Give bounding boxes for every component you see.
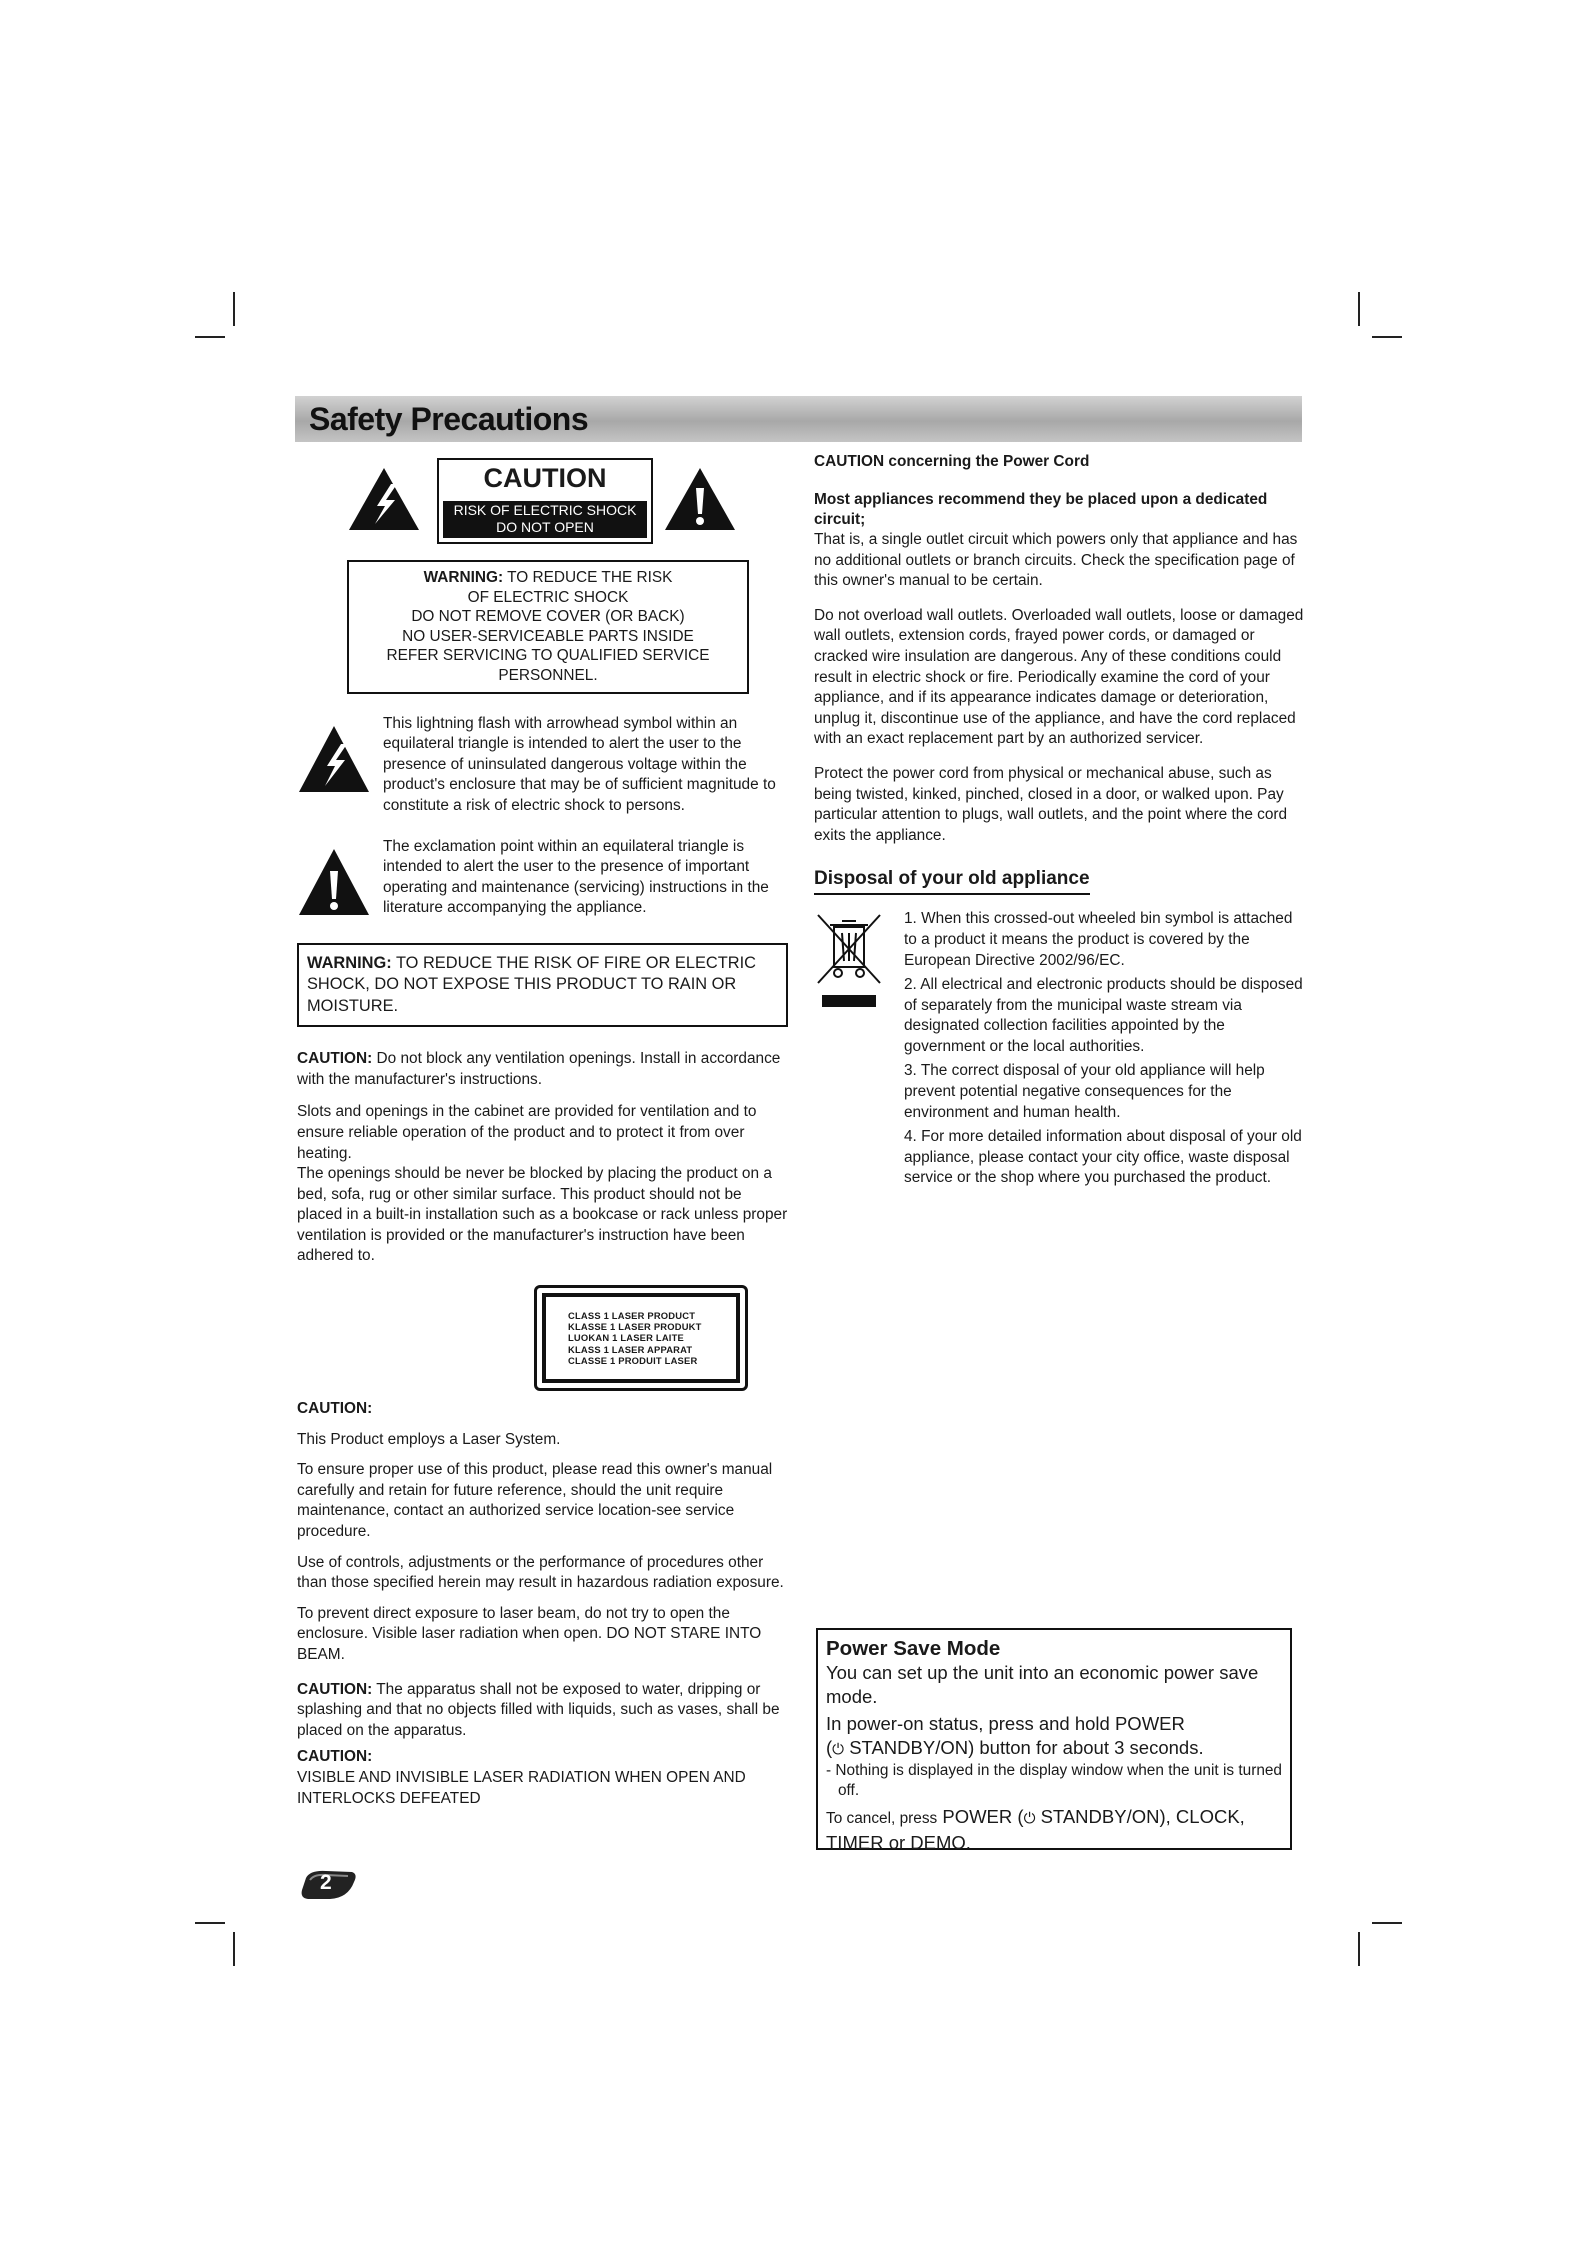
laser-product-label [534, 1285, 748, 1391]
crop-mark [233, 1932, 235, 1966]
caution-label [437, 458, 653, 544]
power-cord-p2: Do not overload wall outlets. Overloaded wall outlets, loose or damaged wall outlets, extension cords, frayed power cords, or damaged or cracked wire insulation are dangerous. Any of these conditions could result in electric shock or fire. Periodically examine the cord of your appliance, and if its appearance indicates damage or deterioration, unplug it, discontinue use of the appliance, and have the cord replaced with an exact replacement part by an authorized servicer. [814, 606, 1304, 748]
exclamation-description: The exclamation point within an equilateral triangle is intended to alert the user to the presence of important operating and maintenance (servicing) instructions in the literature accompanying the appliance. [383, 837, 769, 917]
power-cord-heading: CAUTION concerning the Power Cord [814, 453, 1090, 470]
power-save-mode-box [816, 1628, 1292, 1853]
water-caution-text: The apparatus shall not be exposed to water, dripping or splashing and that no objects filled with liquids, such as vases, shall be placed on the apparatus. [297, 1680, 780, 1739]
lightning-description: This lightning flash with arrowhead symbol within an equilateral triangle is intended to alert the user to the presence of uninsulated dangerous voltage within the product's enclosure that may be of sufficient magnitude to constitute a risk of electric shock to persons. [383, 714, 776, 814]
openings-text: The openings should be never be blocked by placing the product on a bed, sofa, rug or other similar surface. This product should not be placed in a built-in installation such as a bookcase or rack unless proper ventilation is provided or the manufacturer's instruction have been adhered to. [297, 1165, 788, 1265]
crop-mark [195, 1922, 225, 1924]
crossed-bin-icon [814, 911, 884, 1011]
caution-line-1: RISK OF ELECTRIC SHOCK [453, 502, 637, 518]
disposal-heading: Disposal of your old appliance [814, 866, 1090, 895]
water-caution [297, 1680, 789, 1742]
exclamation-triangle-icon [663, 466, 737, 532]
crop-mark [195, 336, 225, 338]
crop-mark [233, 292, 235, 326]
power-cord-p1: That is, a single outlet circuit which powers only that appliance and has no additional outlets or branch circuits. Check the specification page of this owner's manual to be certain. [814, 531, 1298, 590]
right-column [814, 452, 1304, 1193]
warning-line-2: OF ELECTRIC SHOCK [467, 588, 629, 606]
power-save-note: - Nothing is displayed in the display window when the unit is turned off. [826, 1762, 1282, 1800]
water-caution-label: CAUTION: [297, 1680, 373, 1698]
power-save-p1: You can set up the unit into an economic power save mode. [826, 1662, 1259, 1707]
laser-label-line: CLASSE 1 PRODUIT LASER [568, 1355, 698, 1366]
laser-label-line: LUOKAN 1 LASER LAITE [568, 1332, 684, 1344]
lightning-triangle-icon [347, 466, 421, 532]
caution-word: CAUTION [483, 463, 607, 493]
power-save-p2: In power-on status, press and hold POWER (⏻ STANDBY/ON) button for about 3 seconds. [826, 1713, 1204, 1758]
page-number: 2 [320, 1871, 332, 1894]
ventilation-caution-text: Do not block any ventilation openings. Install in accordance with the manufacturer's instructions. [297, 1050, 781, 1088]
left-column [297, 452, 789, 1809]
warning-label: WARNING: [423, 569, 504, 586]
page-number-badge [300, 1868, 358, 1907]
exclamation-triangle-icon [297, 847, 371, 917]
ventilation-caution-label: CAUTION: [297, 1050, 373, 1068]
list-item: 3. The correct disposal of your old appliance will help prevent potential negative consequences for the environment and human health. [904, 1062, 1265, 1121]
laser-caution-p1: This Product employs a Laser System. [297, 1430, 561, 1448]
lightning-triangle-icon [297, 724, 371, 794]
warning-line-5: REFER SERVICING TO QUALIFIED SERVICE [386, 647, 710, 665]
warning-line-4: NO USER-SERVICEABLE PARTS INSIDE [402, 627, 694, 645]
disposal-list [904, 909, 1304, 1189]
crop-mark [1372, 1922, 1402, 1924]
electric-shock-warning-box [347, 560, 749, 694]
power-cord-subheading: Most appliances recommend they be placed upon a dedicated circuit; [814, 491, 1268, 528]
caution-line-2: DO NOT OPEN [496, 519, 594, 535]
standby-icon: ⏻ [1023, 1810, 1036, 1828]
ventilation-caution [297, 1049, 789, 1090]
fire-warning-text: TO REDUCE THE RISK OF FIRE OR ELECTRIC SHOCK, DO NOT EXPOSE THIS PRODUCT TO RAIN OR MOISTURE. [307, 953, 756, 1015]
crop-mark [1358, 292, 1360, 326]
list-item: 1. When this crossed-out wheeled bin symbol is attached to a product it means the product is covered by the European Directive 2002/96/EC. [904, 910, 1293, 969]
list-item: 2. All electrical and electronic products should be disposed of separately from the municipal waste stream via designated collection facilities appointed by the government or the local authorities. [904, 976, 1303, 1055]
caution-shock-banner [443, 501, 647, 538]
power-cord-p3: Protect the power cord from physical or mechanical abuse, such as being twisted, kinked, pinched, closed in a door, or walked upon. Pay particular attention to plugs, wall outlets, and the point where the cord exits the appliance. [814, 764, 1288, 844]
warning-line-3: DO NOT REMOVE COVER (OR BACK) [411, 608, 685, 626]
visible-radiation-heading: CAUTION: [297, 1748, 373, 1766]
laser-label-line: KLASSE 1 LASER PRODUKT [568, 1321, 702, 1333]
exclamation-symbol-explanation [297, 837, 789, 919]
power-save-cancel: To cancel, press POWER (⏻ STANDBY/ON), CLOCK, TIMER or DEMO. [826, 1806, 1245, 1853]
laser-label-line: KLASS 1 LASER APPARAT [568, 1343, 693, 1355]
power-save-title: Power Save Mode [826, 1637, 1001, 1660]
laser-label-line: CLASS 1 LASER PRODUCT [568, 1309, 696, 1321]
list-item: 4. For more detailed information about disposal of your old appliance, please contact your city office, waste disposal service or the shop where you purchased the product. [904, 1128, 1302, 1187]
lightning-symbol-explanation [297, 714, 789, 817]
laser-caution-p2: To ensure proper use of this product, please read this owner's manual carefully and retain for future reference, should the unit require maintenance, contact an authorized service location-see service procedure. [297, 1461, 773, 1541]
slots-text: Slots and openings in the cabinet are provided for ventilation and to ensure reliable operation of the product and to protect it from over heating. [297, 1103, 757, 1162]
warning-line-6: PERSONNEL. [498, 666, 598, 684]
disposal-section [814, 909, 1304, 1189]
visible-radiation-text: VISIBLE AND INVISIBLE LASER RADIATION WHEN OPEN AND INTERLOCKS DEFEATED [297, 1768, 746, 1807]
standby-icon: ⏻ [832, 1740, 845, 1758]
page-title: Safety Precautions [309, 401, 589, 437]
crop-mark [1358, 1932, 1360, 1966]
caution-label-row [297, 452, 789, 552]
fire-warning-box [297, 943, 788, 1027]
laser-caution-heading: CAUTION: [297, 1400, 373, 1418]
laser-caution-p3: Use of controls, adjustments or the performance of procedures other than those specified herein may result in hazardous radiation exposure. [297, 1553, 784, 1592]
crop-mark [1372, 336, 1402, 338]
section-header [295, 396, 1302, 442]
warning-line-1: TO REDUCE THE RISK [507, 569, 673, 586]
fire-warning-label: WARNING: [307, 953, 392, 972]
laser-caution-p4: To prevent direct exposure to laser beam, do not try to open the enclosure. Visible laser radiation when open. DO NOT STARE INTO BEAM. [297, 1604, 762, 1663]
